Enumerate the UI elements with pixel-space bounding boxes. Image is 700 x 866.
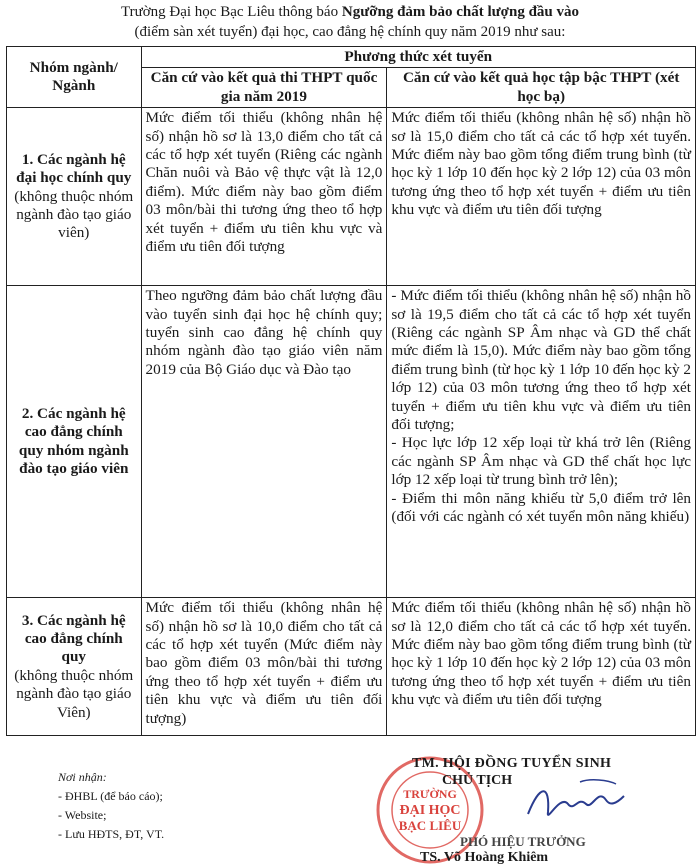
cell-thpt-exam: Mức điểm tối thiểu (không nhân hệ số) nhận hồ sơ là 10,0 điểm cho tất cả các tổ hợp xét tuyển (Mức điểm này bao gồm điểm 03 môn/bài thi tương ứng theo tổ hợp xét tuyển + điểm ưu tiên khu vực và điểm ưu tiên đối tượng) — [141, 598, 387, 736]
list-item: - Mức điểm tối thiểu (không nhân hệ số) nhận hồ sơ là 19,5 điểm cho tất cả các tổ hợp xét tuyển (Riêng các ngành SP Âm nhạc và GD thể chất mức điểm là 15,0). Mức điểm này bao gồm tổng điểm trung bình (từ học kỳ 1 lớp 10 đến học kỳ 2 lớp 12) của 03 môn tương ứng theo tổ hợp xét tuyển + điểm ưu tiên khu vực và điểm ưu tiên đối tượng; — [391, 287, 691, 434]
row-group-cell — [7, 108, 142, 286]
group-name: 1. Các ngành hệ đại học chính quy — [16, 150, 132, 187]
svg-text:TRƯỜNG: TRƯỜNG — [403, 787, 457, 801]
row-group-cell — [7, 286, 142, 598]
intro-line-2: (điểm sàn xét tuyển) đại học, cao đẳng hệ chính quy năm 2019 như sau: — [134, 24, 566, 40]
table-header-row-1 — [7, 47, 696, 68]
cell-transcript: Mức điểm tối thiểu (không nhân hệ số) nhận hồ sơ là 15,0 điểm cho tất cả các tổ hợp xét tuyển. Mức điểm này bao gồm tổng điểm trung bình (từ học kỳ 1 lớp 10 đến học kỳ 2 lớp 12) của 03 môn tương ứng theo tổ hợp xét tuyển + điểm ưu tiên khu vực và điểm ưu tiên đối tượng — [387, 108, 696, 286]
recipients-block — [58, 768, 164, 844]
recipient-item: - Lưu HĐTS, ĐT, VT. — [58, 827, 165, 841]
signer-name: TS. Võ Hoàng Khiêm — [420, 850, 549, 865]
header-group: Nhóm ngành/ Ngành — [7, 47, 142, 108]
signature-chair: CHỦ TỊCH — [442, 773, 513, 788]
cell-thpt-exam: Mức điểm tối thiểu (không nhân hệ số) nhận hồ sơ là 13,0 điểm cho tất cả các tổ hợp xét tuyển (Riêng các ngành Chăn nuôi và Bảo vệ thực vật là 12,0 điểm). Mức điểm này bao gồm điểm 03 môn/bài thi tương ứng theo tổ hợp xét tuyển + điểm ưu tiên khu vực và điểm ưu tiên đối tượng — [141, 108, 387, 286]
header-col-transcript: Căn cứ vào kết quả học tập bậc THPT (xét học bạ) — [387, 68, 696, 108]
list-item: - Điểm thi môn năng khiếu từ 5,0 điểm trở lên (đối với các ngành có xét tuyển môn năng khiếu) — [391, 489, 691, 526]
header-methods: Phương thức xét tuyển — [141, 47, 695, 68]
cell-thpt-exam: Theo ngưỡng đảm bảo chất lượng đầu vào tuyển sinh đại học hệ chính quy; tuyển sinh cao đẳng hệ chính quy nhóm ngành đào tạo giáo viên năm 2019 của Bộ Giáo dục và Đào tạo — [141, 286, 387, 598]
header-col-thpt-exam: Căn cứ vào kết quả thi THPT quốc gia năm 2019 — [141, 68, 387, 108]
group-name: 3. Các ngành hệ cao đẳng chính quy — [21, 611, 126, 666]
signature-vice-rector: PHÓ HIỆU TRƯỞNG — [460, 834, 586, 849]
signature-council: TM. HỘI ĐỒNG TUYỂN SINH — [412, 756, 612, 771]
handwritten-signature-icon — [520, 774, 630, 834]
intro-bold-title: Ngưỡng đảm bảo chất lượng đầu vào — [341, 4, 580, 20]
svg-text:ĐẠI HỌC: ĐẠI HỌC — [399, 803, 461, 818]
recipients-label: Nơi nhận: — [58, 770, 107, 784]
admission-threshold-table — [6, 46, 696, 736]
intro-line-1 — [0, 2, 700, 22]
recipient-item: - Website; — [58, 808, 107, 822]
intro-text: Trường Đại học Bạc Liêu thông báo — [120, 4, 342, 20]
svg-text:BẠC LIÊU: BẠC LIÊU — [398, 818, 462, 833]
table-row — [7, 598, 696, 736]
cell-transcript: Mức điểm tối thiểu (không nhân hệ số) nhận hồ sơ là 12,0 điểm cho tất cả các tổ hợp xét tuyển. Mức điểm này bao gồm tổng điểm trung bình (từ học kỳ 1 lớp 10 đến học kỳ 2 lớp 12) của 03 môn tương ứng theo tổ hợp xét tuyển + điểm ưu tiên khu vực và điểm ưu tiên đối tượng — [387, 598, 696, 736]
group-note: (không thuộc nhóm ngành đào tạo giáo Viên) — [14, 666, 134, 721]
table-row — [7, 108, 696, 286]
row-group-cell — [7, 598, 142, 736]
cell-transcript — [387, 286, 696, 598]
signature-block — [370, 752, 690, 865]
table-row — [7, 286, 696, 598]
group-name: 2. Các ngành hệ cao đẳng chính quy nhóm ngành đào tạo giáo viên — [18, 404, 129, 478]
intro-paragraph — [0, 2, 700, 42]
list-item: - Học lực lớp 12 xếp loại từ khá trở lên (Riêng các ngành SP Âm nhạc và GD thể chất học lực lớp 12 xếp loại từ trung bình trở lên); — [391, 434, 691, 489]
recipient-item: - ĐHBL (để báo cáo); — [58, 789, 163, 803]
group-note: (không thuộc nhóm ngành đào tạo giáo viên) — [14, 187, 134, 242]
